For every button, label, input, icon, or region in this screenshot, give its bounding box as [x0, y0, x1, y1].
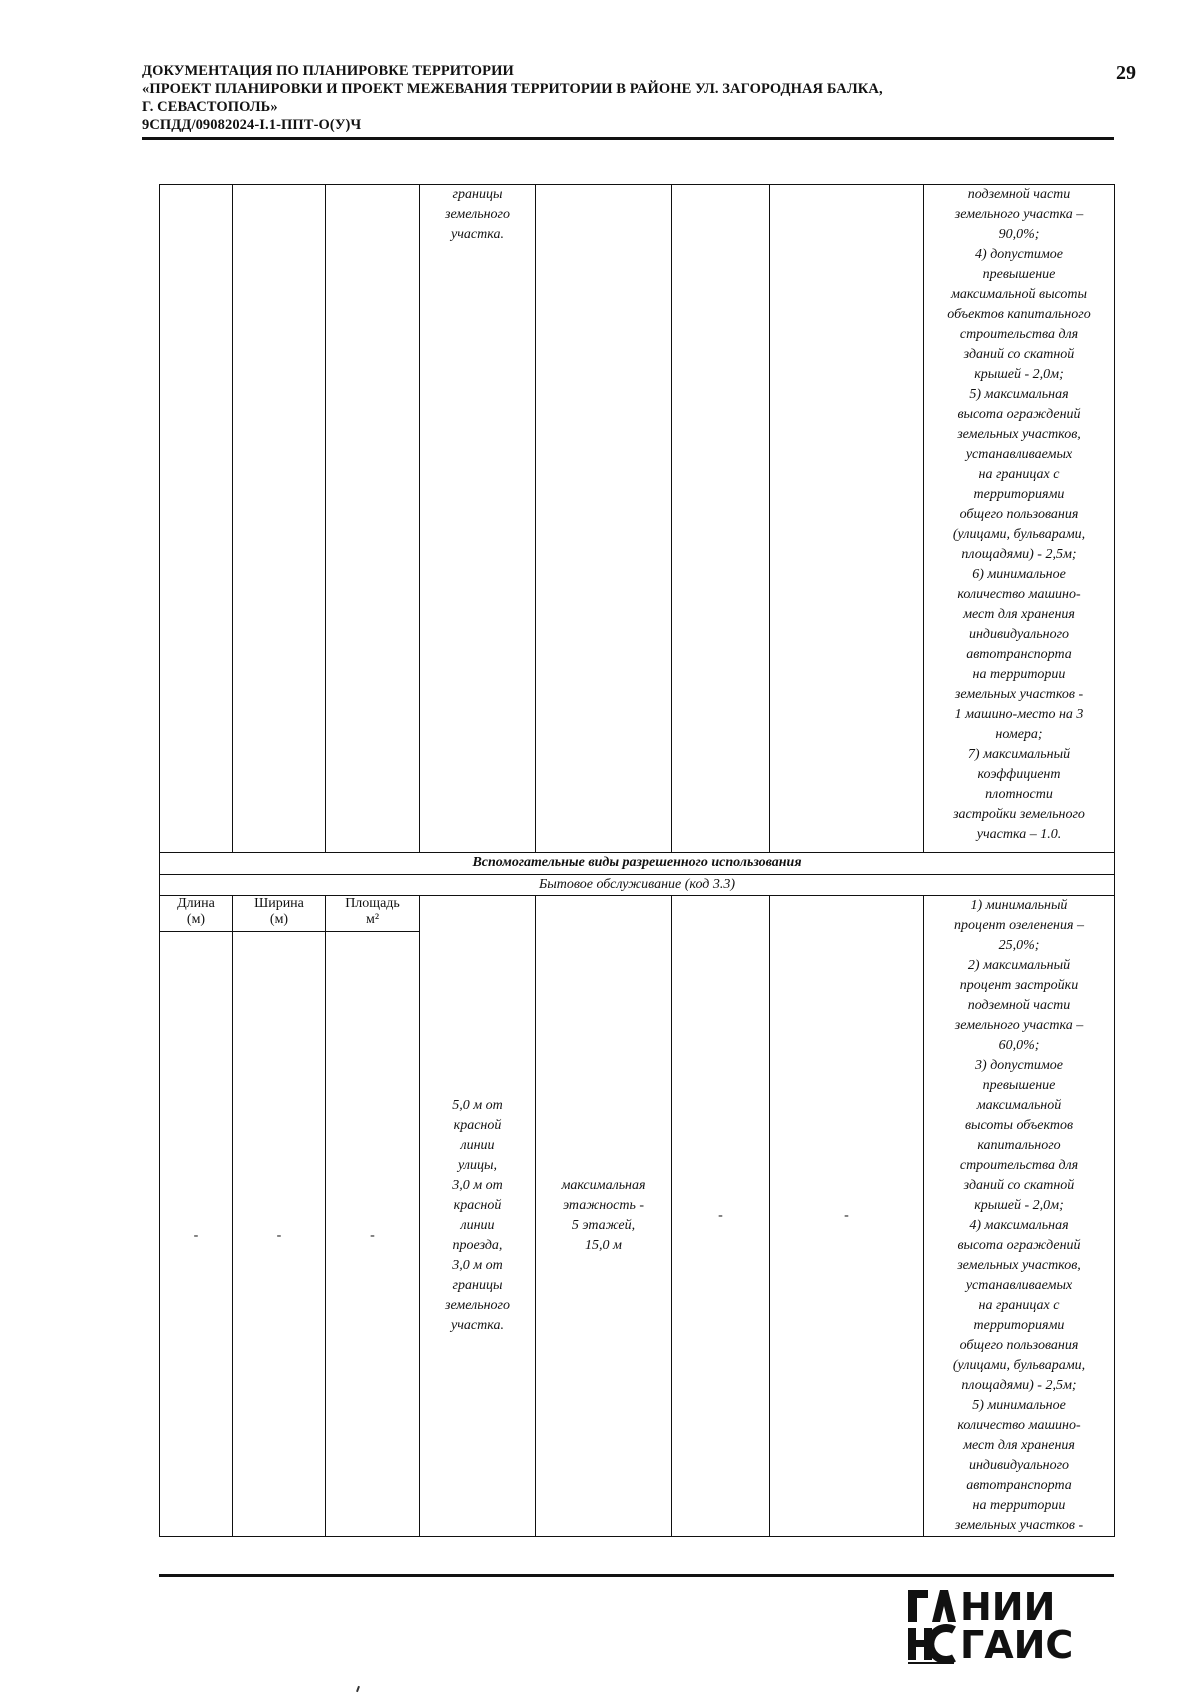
section-row [160, 853, 1115, 875]
table-row-dimensions [160, 896, 1115, 1537]
cell-params-continued: подземной части земельного участка – 90,0%; 4) допустимое превышение максимальной высоты объектов капитального строительства для зданий со скатной крышей - 2,0м; 5) максимальная высота ограждений земельных участков, устанавливаемых на границах с территориями общего пользования (улицами, бульварами, площадями) - 2,5м; 6) минимальное количество машино- мест для хранения индивидуального автотранспорта на территории земельных участков - 1 машино-место на 3 номера; 7) максимальный коэффициент плотности застройки земельного участка – 1.0. [924, 185, 1115, 853]
cell-floors-empty [536, 185, 672, 853]
logo-text: НИИ ГАИС [960, 1585, 1074, 1667]
cell-setbacks-continued: границы земельного участка. [420, 185, 536, 853]
ga-ns-emblem-icon [906, 1588, 956, 1666]
length-value: - [193, 1228, 199, 1243]
table-row-continued [160, 185, 1115, 853]
length-header: Длина (м) [160, 896, 232, 932]
cell-width [233, 896, 326, 1537]
header-line-2: «ПРОЕКТ ПЛАНИРОВКИ И ПРОЕКТ МЕЖЕВАНИЯ ТЕРРИТОРИИ В РАЙОНЕ УЛ. ЗАГОРОДНАЯ БАЛКА, [142, 81, 883, 97]
institute-logo [906, 1585, 1106, 1667]
header-line-3: Г. СЕВАСТОПОЛЬ» [142, 99, 278, 115]
page-number: 29 [1116, 62, 1136, 84]
cell-col7-empty [770, 185, 924, 853]
area-value: - [370, 1228, 375, 1243]
cell-setbacks: 5,0 м от красной линии улицы, 3,0 м от красной линии проезда, 3,0 м от границы земельного участка. [420, 896, 536, 1537]
cell-params: 1) минимальный процент озеленения – 25,0%; 2) максимальный процент застройки подземной части земельного участка – 60,0%; 3) допустимое превышение максимальной высоты объектов капитального строительства для зданий со скатной крышей - 2,0м; 4) максимальная высота ограждений земельных участков, устанавливаемых на границах с территориями общего пользования (улицами, бульварами, площадями) - 2,5м; 5) минимальное количество машино- мест для хранения индивидуального автотранспорта на территории земельных участков - [924, 896, 1115, 1537]
width-header: Ширина (м) [233, 896, 325, 932]
subsection-row [160, 875, 1115, 896]
area-header: Площадь м² [326, 896, 419, 932]
document-header [142, 62, 1122, 134]
footer-rule [159, 1574, 1114, 1577]
cell-width-empty [233, 185, 326, 853]
cell-length-empty [160, 185, 233, 853]
cell-floors: максимальная этажность - 5 этажей, 15,0 м [536, 896, 672, 1537]
header-line-4: 9СПДД/09082024-І.1-ППТ-О(У)Ч [142, 117, 362, 133]
regulations-table [159, 184, 1115, 1537]
subsection-title: Бытовое обслуживание (код 3.3) [160, 875, 1115, 896]
cell-length [160, 896, 233, 1537]
cell-col7: - [770, 896, 924, 1537]
width-value: - [276, 1228, 282, 1243]
cell-col6: - [672, 896, 770, 1537]
cell-area [326, 896, 420, 1537]
header-rule [142, 137, 1114, 140]
scan-mark [356, 1686, 360, 1692]
section-title: Вспомогательные виды разрешенного использования [160, 853, 1115, 875]
cell-col6-empty [672, 185, 770, 853]
header-line-1: ДОКУМЕНТАЦИЯ ПО ПЛАНИРОВКЕ ТЕРРИТОРИИ [142, 63, 514, 79]
cell-area-empty [326, 185, 420, 853]
regulations-table-wrapper [159, 184, 1114, 1537]
